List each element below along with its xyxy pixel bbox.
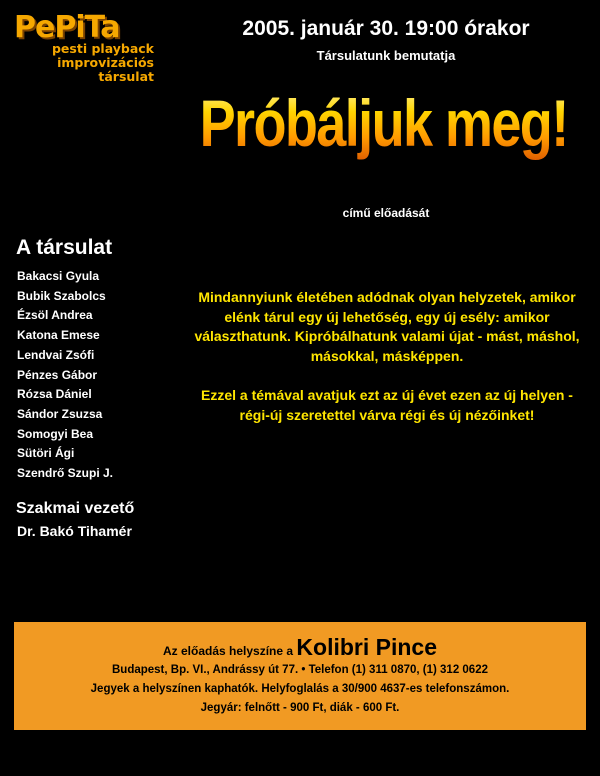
cast-member: Rózsa Dániel bbox=[17, 387, 92, 402]
venue-tickets: Jegyek a helyszínen kaphatók. Helyfoglalás a 30/900 4637-es telefonszámon. bbox=[90, 683, 510, 695]
show-subtitle: című előadását bbox=[342, 206, 430, 220]
description-paragraph-2: Ezzel a témával avatjuk ezt az új évet ezen az új helyen - régi-új szeretettel várva régi és új nézőinket! bbox=[201, 387, 573, 423]
cast-member: Bakacsi Gyula bbox=[17, 269, 100, 283]
event-date: 2005. január 30. 19:00 órakor bbox=[242, 17, 530, 40]
venue-intro: Az előadás helyszíne a bbox=[163, 644, 294, 658]
description-paragraph-1: Mindannyiunk életében adódnak olyan helyzetek, amikor elénk tárul egy új lehetőség, egy új esély: amikor választhatunk. Kipróbálhatunk valami újat - mást, máshol, másokkal, másképpen. bbox=[194, 289, 580, 364]
cast-member: Pénzes Gábor bbox=[17, 367, 98, 382]
logo-wordmark: PePiTa bbox=[14, 10, 120, 45]
cast-member: Lendvai Zsófi bbox=[17, 347, 95, 362]
cast-heading: A társulat bbox=[16, 236, 113, 259]
show-title bbox=[199, 68, 568, 178]
venue-heading bbox=[14, 634, 586, 661]
venue-name: Kolibri Pince bbox=[296, 634, 437, 660]
troupe-logo bbox=[14, 10, 154, 84]
cast-member: Ézsöl Andrea bbox=[17, 308, 93, 323]
presents-line: Társulatunk bemutatja bbox=[316, 48, 456, 63]
cast-member: Somogyi Bea bbox=[17, 426, 94, 441]
director-name: Dr. Bakó Tihamér bbox=[17, 523, 132, 539]
cast-member: Szendrő Szupi J. bbox=[17, 466, 114, 481]
logo-line-3: társulat bbox=[98, 69, 154, 84]
cast-member: Sütöri Ági bbox=[17, 446, 75, 461]
venue-prices: Jegyár: felnőtt - 900 Ft, diák - 600 Ft. bbox=[200, 702, 400, 714]
director-heading: Szakmai vezető bbox=[16, 500, 135, 517]
logo-line-1: pesti playback bbox=[51, 41, 154, 56]
logo-line-2: improvizációs bbox=[57, 55, 154, 70]
show-title-text: Próbáljuk meg! bbox=[199, 86, 568, 160]
cast-member: Bubik Szabolcs bbox=[17, 288, 106, 303]
venue-address: Budapest, Bp. VI., Andrássy út 77. • Telefon (1) 311 0870, (1) 312 0622 bbox=[111, 664, 488, 676]
show-description bbox=[192, 288, 582, 445]
cast-list bbox=[17, 267, 113, 484]
cast-member: Sándor Zsuzsa bbox=[17, 406, 103, 421]
cast-member: Katona Emese bbox=[17, 328, 100, 343]
venue-box bbox=[14, 622, 586, 730]
